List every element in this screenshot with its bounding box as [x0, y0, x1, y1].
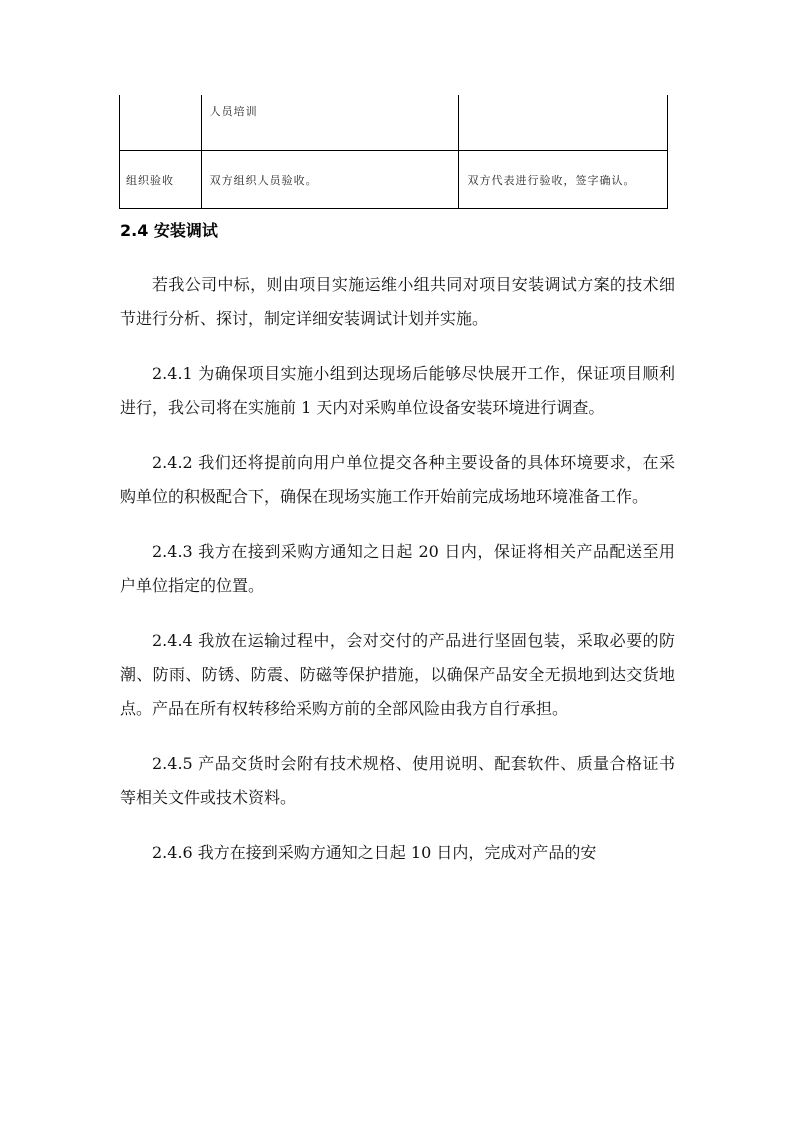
section-body — [120, 268, 675, 891]
table-cell — [459, 95, 668, 151]
paragraph: 2.4.1 为确保项目实施小组到达现场后能够尽快展开工作，保证项目顺利进行，我公司将在实施前 1 天内对采购单位设备安装环境进行调查。 — [120, 364, 675, 417]
table-cell: 人员培训 — [201, 95, 459, 151]
paragraph: 2.4.5 产品交货时会附有技术规格、使用说明、配套软件、质量合格证书等相关文件或技术资料。 — [120, 754, 675, 807]
paragraph: 2.4.4 我放在运输过程中，会对交付的产品进行坚固包装，采取必要的防潮、防雨、防锈、防震、防磁等保护措施，以确保产品安全无损地到达交货地点。产品在所有权转移给采购方前的全部风险由我方自行承担。 — [120, 631, 675, 718]
table-row — [120, 95, 668, 151]
section-heading: 2.4 安装调试 — [120, 221, 218, 240]
paragraph: 2.4.2 我们还将提前向用户单位提交各种主要设备的具体环境要求，在采购单位的积极配合下，确保在现场实施工作开始前完成场地环境准备工作。 — [120, 453, 675, 506]
table-cell: 组织验收 — [120, 151, 202, 209]
table-cell: 双方组织人员验收。 — [201, 151, 459, 209]
paragraph: 2.4.3 我方在接到采购方通知之日起 20 日内，保证将相关产品配送至用户单位指定的位置。 — [120, 542, 675, 595]
paragraph: 2.4.6 我方在接到采购方通知之日起 10 日内，完成对产品的安 — [152, 843, 597, 862]
table-row — [120, 151, 668, 209]
paragraph: 若我公司中标，则由项目实施运维小组共同对项目安装调试方案的技术细节进行分析、探讨，制定详细安装调试计划并实施。 — [120, 275, 675, 328]
table-cell — [120, 95, 202, 151]
acceptance-table — [119, 95, 668, 209]
table-cell: 双方代表进行验收，签字确认。 — [459, 151, 668, 209]
